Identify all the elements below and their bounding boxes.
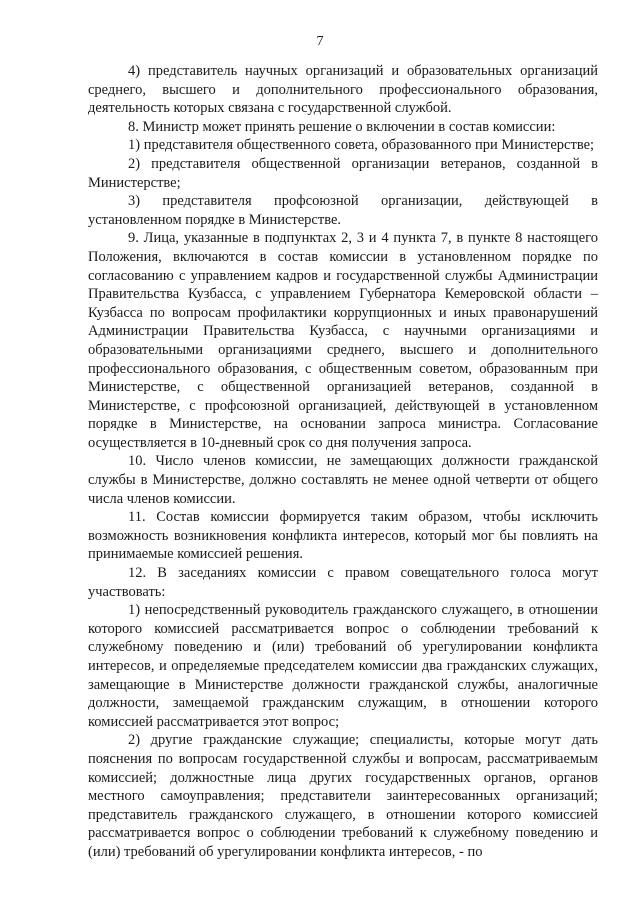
paragraph-10: 10. Число членов комиссии, не замещающих должности гражданской службы в Министерстве, должно составлять не менее одной четверти от общего числа членов комиссии. — [88, 453, 598, 507]
paragraph-9: 9. Лица, указанные в подпунктах 2, 3 и 4 пункта 7, в пункте 8 настоящего Положения, включаются в состав комиссии в установленном порядке по согласованию с управлением кадров и государственной службы Администрации Правительства Кузбасса, с управлением Губернатора Кемеровской области – Кузбасса по вопросам профилактики коррупционных и иных правонарушений Администрации Правительства Кузбасса, с научными организациями и образовательными организациями среднего, высшего и дополнительного профессионального образования, с общественным советом, образованным при Министерстве, с общественной организацией ветеранов, созданной в Министерстве, с профсоюзной организацией, действующей в установленном порядке в Министерстве, на основании запроса министра. Согласование осуществляется в 10-дневный срок со дня получения запроса. — [88, 230, 598, 451]
paragraph-7-4: 4) представитель научных организаций и образовательных организаций среднего, высшего и дополнительного профессионального образования, деятельность которых связана с государственной службой. — [88, 63, 598, 117]
paragraph-8-3: 3) представителя профсоюзной организации, действующей в установленном порядке в Министерстве. — [88, 193, 598, 228]
document-body — [88, 62, 598, 862]
paragraph-12-2: 2) другие гражданские служащие; специалисты, которые могут дать пояснения по вопросам государственной службы и вопросам, рассматриваемым комиссией; должностные лица других государственных органов, органов местного самоуправления; представители заинтересованных организаций; представитель гражданского служащего, в отношении которого комиссией рассматривается вопрос о соблюдении требований к служебному поведению и (или) требований об урегулировании конфликта интересов, - по — [88, 732, 598, 860]
paragraph-11: 11. Состав комиссии формируется таким образом, чтобы исключить возможность возникновения конфликта интересов, который мог бы повлиять на принимаемые комиссией решения. — [88, 509, 598, 563]
page-number: 7 — [316, 34, 324, 49]
paragraph-12: 12. В заседаниях комиссии с правом совещательного голоса могут участвовать: — [88, 565, 598, 600]
paragraph-8-2: 2) представителя общественной организации ветеранов, созданной в Министерстве; — [88, 155, 598, 191]
paragraph-12-1: 1) непосредственный руководитель гражданского служащего, в отношении которого комиссией рассматривается вопрос о соблюдении требований к служебному поведению и (или) требований об урегулировании конфликта интересов, и определяемые председателем комиссии два гражданских служащих, замещающие в Министерстве должности гражданской службы, аналогичные должности, замещаемой гражданским служащим, в отношении которого комиссией рассматривается этот вопрос; — [88, 602, 598, 730]
paragraph-8-1: 1) представителя общественного совета, образованного при Министерстве; — [128, 137, 595, 154]
paragraph-8: 8. Министр может принять решение о включении в состав комиссии: — [128, 118, 556, 135]
